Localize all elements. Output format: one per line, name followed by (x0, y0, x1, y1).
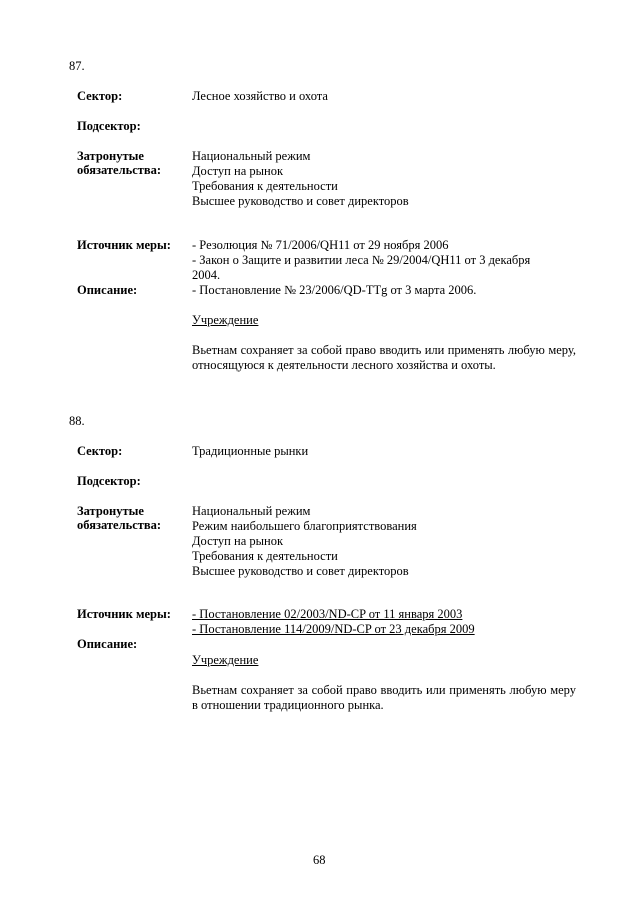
source-item: - Постановление № 23/2006/QD-TTg от 3 марта 2006. (192, 283, 477, 297)
obligations-label: обязательства: (77, 163, 162, 177)
obligation-item: Высшее руководство и совет директоров (192, 194, 409, 208)
obligation-item: Высшее руководство и совет директоров (192, 564, 409, 578)
subsector-label: Подсектор: (77, 119, 141, 133)
obligation-item: Национальный режим (192, 149, 311, 163)
establishment-heading: Учреждение (192, 313, 259, 327)
obligation-item: Доступ на рынок (192, 534, 284, 548)
obligations-label: обязательства: (77, 518, 162, 532)
obligation-item: Режим наибольшего благоприятствования (192, 519, 417, 533)
sector-value: Лесное хозяйство и охота (192, 89, 328, 103)
source-label: Источник меры: (77, 238, 171, 252)
obligation-item: Национальный режим (192, 504, 311, 518)
sector-label: Сектор: (77, 89, 123, 103)
sector-value: Традиционные рынки (192, 444, 309, 458)
source-label: Источник меры: (77, 607, 171, 621)
sector-label: Сектор: (77, 444, 123, 458)
entry-number: 88. (69, 414, 85, 428)
description-text: Вьетнам сохраняет за собой право вводить или применять любую меру, относящуюся к деятельности лесного хозяйства и охоты. (192, 343, 576, 372)
description-text: Вьетнам сохраняет за собой право вводить или применять любую меру в отношении традиционного рынка. (192, 683, 576, 712)
description-label: Описание: (77, 637, 138, 651)
obligations-label: Затронутые (77, 504, 144, 518)
description-label: Описание: (77, 283, 138, 297)
obligation-item: Требования к деятельности (192, 549, 338, 563)
source-link[interactable]: - Постановление 114/2009/ND-CP от 23 декабря 2009 (192, 622, 475, 636)
source-item: 2004. (192, 268, 221, 282)
entry-number: 87. (69, 59, 85, 73)
subsector-label: Подсектор: (77, 474, 141, 488)
source-item: - Резолюция № 71/2006/QH11 от 29 ноября 2006 (192, 238, 449, 252)
obligation-item: Требования к деятельности (192, 179, 338, 193)
establishment-heading: Учреждение (192, 653, 259, 667)
obligations-label: Затронутые (77, 149, 144, 163)
source-link[interactable]: - Постановление 02/2003/ND-CP от 11 января 2003 (192, 607, 463, 621)
page-number: 68 (313, 853, 326, 867)
obligation-item: Доступ на рынок (192, 164, 284, 178)
source-item: - Закон о Защите и развитии леса № 29/2004/QH11 от 3 декабря (192, 253, 531, 267)
